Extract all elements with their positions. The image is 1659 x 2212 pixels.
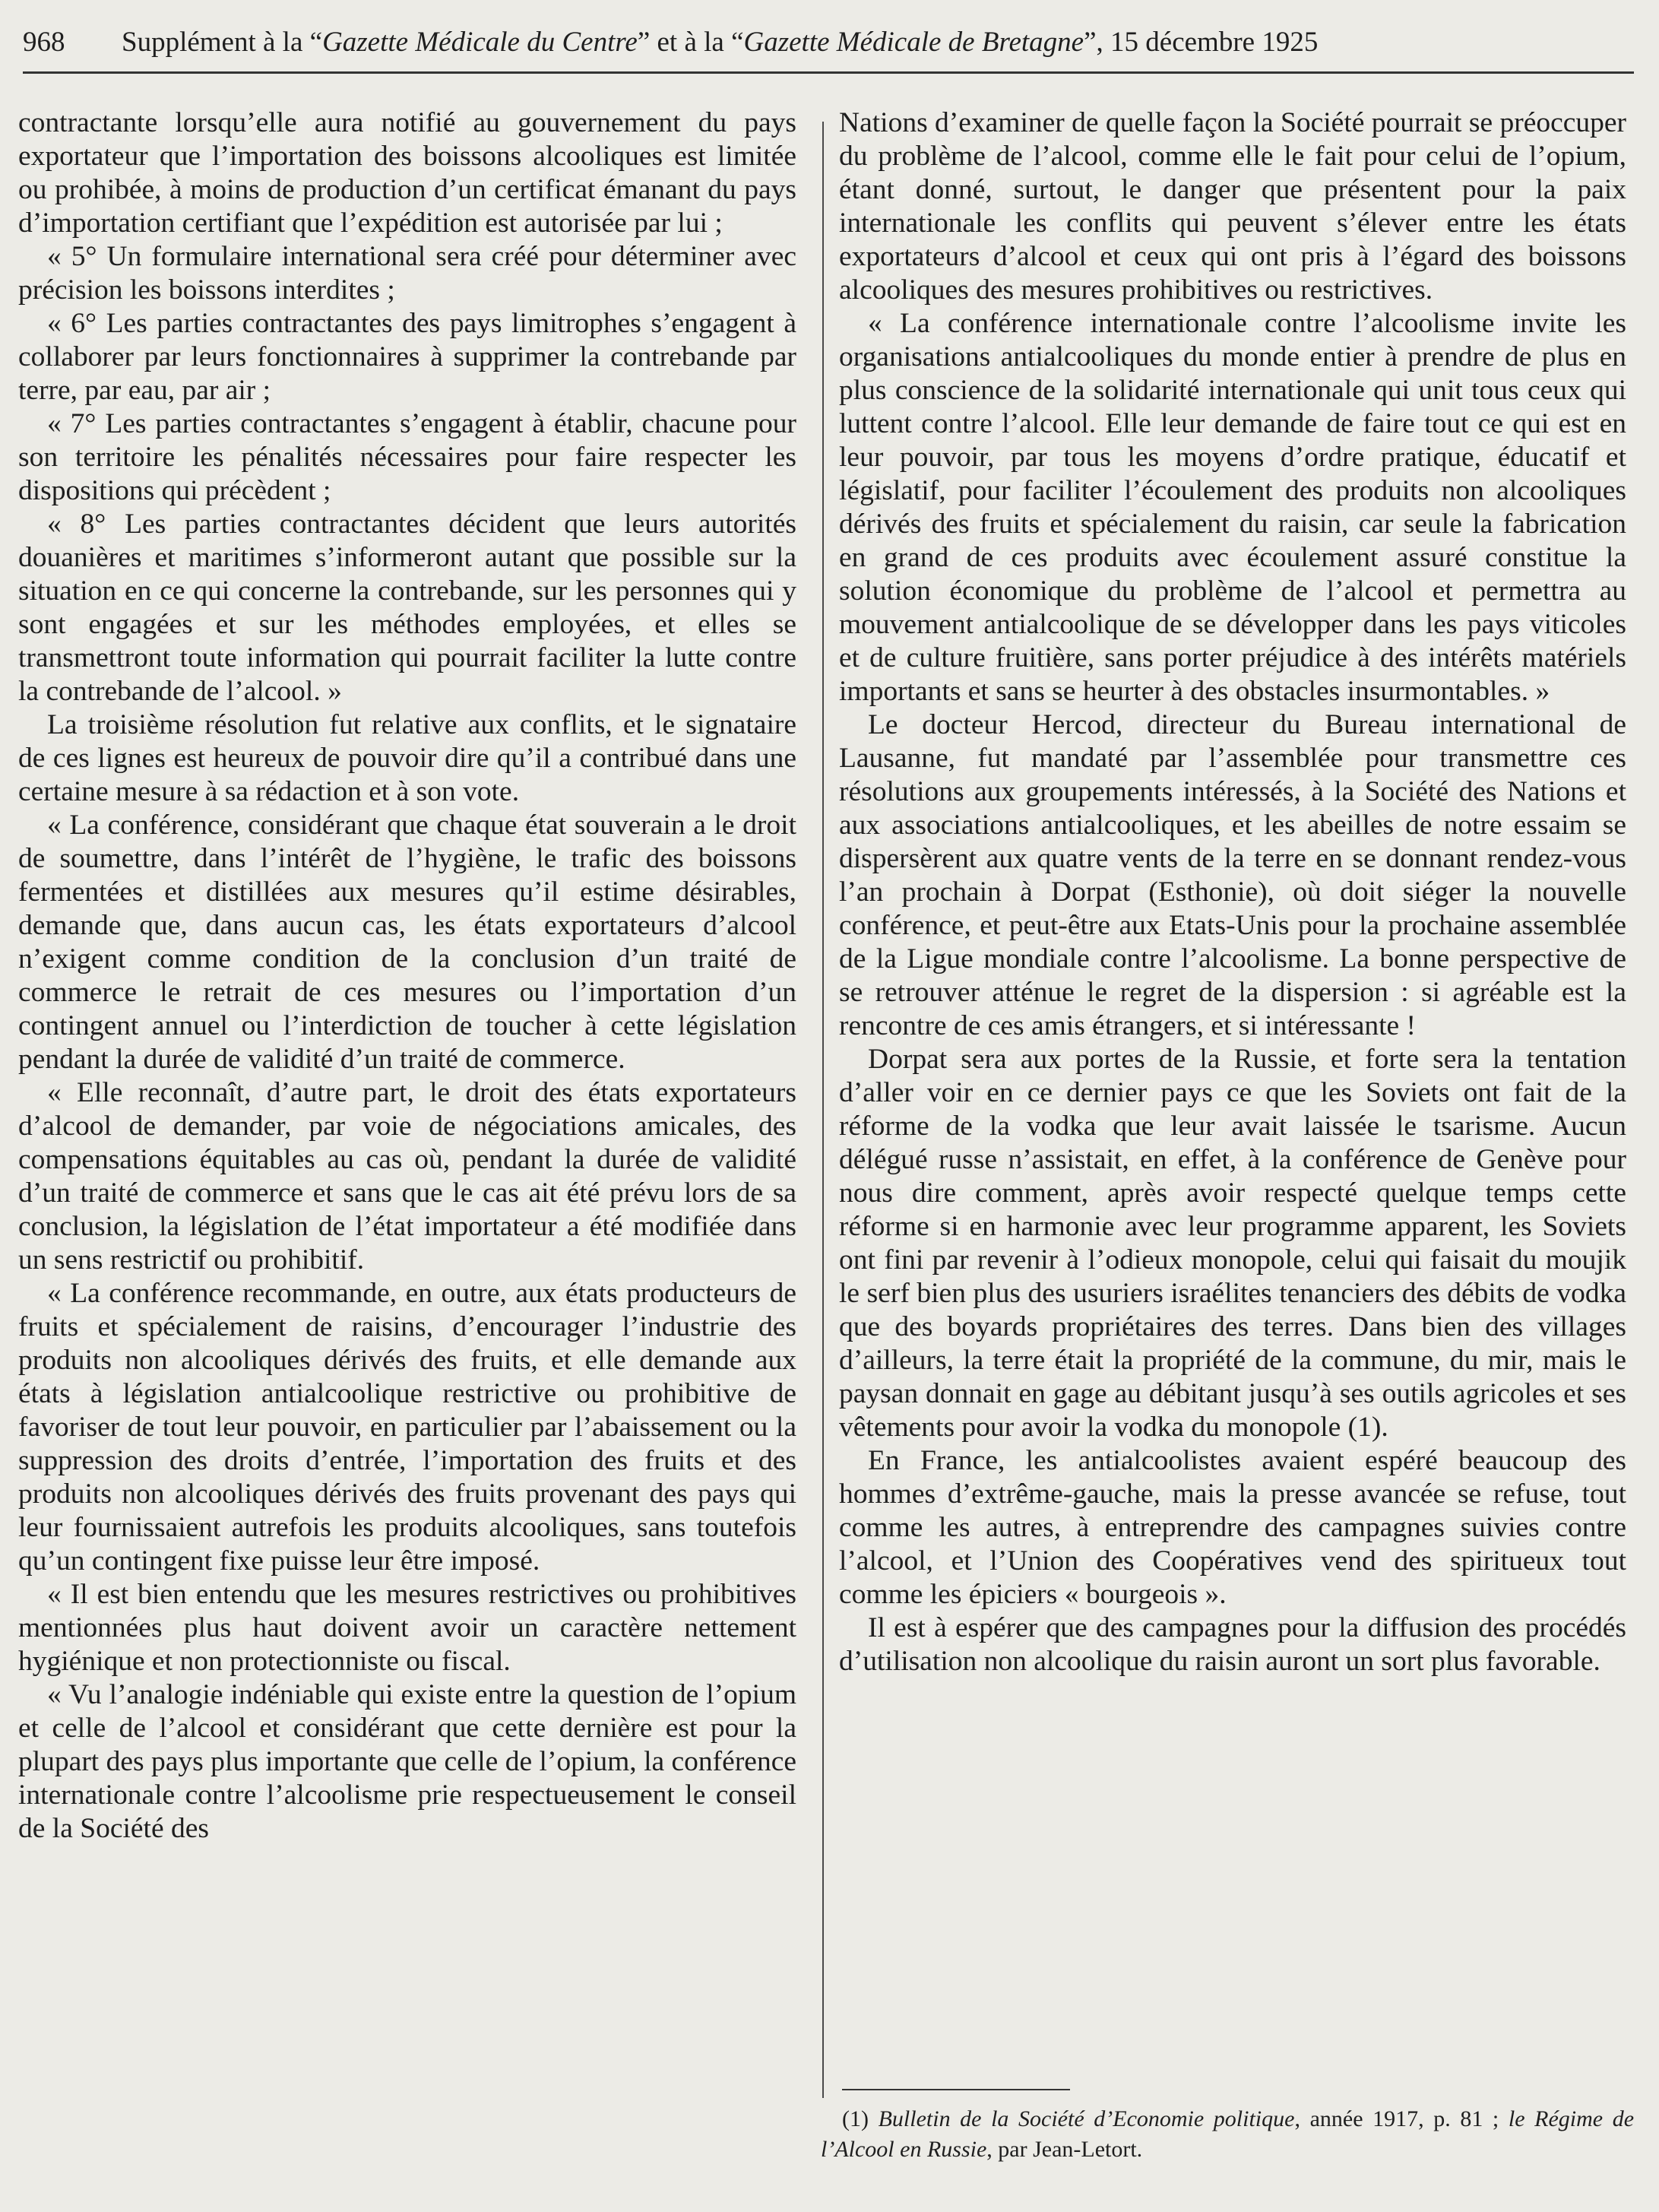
paragraph: « Vu l’analogie indéniable qui existe entre la question de l’opium et celle de l’alcool et considérant que cette dernière est pour la plupart des pays plus importante que celle de l’opium, la conférence internationale contre l’alcoolisme prie respectueusement le conseil de la Société des — [18, 1679, 796, 1844]
header-date: ”, 15 décembre 1925 — [1084, 27, 1319, 58]
running-header — [23, 20, 1634, 65]
footnote-year-page: , année 1917, p. 81 ; — [1294, 2106, 1499, 2131]
header-prefix: Supplément à la “ — [122, 27, 323, 58]
paragraph: « La conférence internationale contre l’alcoolisme invite les organisations antialcooliques du monde entier à prendre de plus en plus conscience de la solidarité internationale qui unit tous ceux qui luttent contre l’alcool. Elle leur demande de faire tout ce qui est en leur pouvoir, par tous les moyens d’ordre pratique, éducatif et législatif, pour faciliter l’écoulement des produits non alcooliques dérivés des fruits et spécialement du raisin, car seule la fabrication en grand de ces produits avec écoulement assuré constitue la solution économique du problème de l’alcool et permettra au mouvement antialcoolique de se développer dans les pays viticoles et de culture fruitière, sans porter préjudice à des intérêts matériels importants et sans se heurter à des obstacles insurmontables. » — [839, 308, 1626, 707]
page-number: 968 — [23, 27, 65, 58]
right-column — [839, 106, 1626, 1678]
header-title — [122, 26, 1318, 59]
paragraph: « La conférence, considérant que chaque état souverain a le droit de soumettre, dans l’intérêt de l’hygiène, le trafic des boissons fermentées et distillées aux mesures qu’il estime désirables, demande que, dans aucun cas, les états exportateurs d’alcool n’exigent comme condition de la conclusion d’un traité de commerce le retrait de ces mesures ou l’importation d’un contingent annuel ou l’interdiction de toucher à cette législation pendant la durée de validité d’un traité de commerce. — [18, 810, 796, 1075]
footnote-marker: (1) — [842, 2106, 869, 2131]
journal-name-bretagne: Gazette Médicale de Bretagne — [743, 27, 1084, 58]
paragraph: « 5° Un formulaire international sera créé pour déterminer avec précision les boissons interdites ; — [18, 241, 796, 306]
paragraph: « 8° Les parties contractantes décident que leurs autorités douanières et maritimes s’informeront autant que possible sur la situation en ce qui concerne la contrebande, sur les personnes qui y sont engagées et sur les méthodes employées, et elles se transmettront toute information qui pourrait faciliter la lutte contre la contrebande de l’alcool. » — [18, 509, 796, 707]
paragraph: La troisième résolution fut relative aux conflits, et le signataire de ces lignes est heureux de pouvoir dire qu’il a contribué dans une certaine mesure à sa rédaction et à son vote. — [18, 709, 796, 807]
left-column — [18, 106, 796, 1846]
paragraph: « Elle reconnaît, d’autre part, le droit des états exportateurs d’alcool de demander, par voie de négociations amicales, des compensations équitables au cas où, pendant la durée de validité d’un traité de commerce et sans que le cas ait été prévu lors de sa conclusion, la législation de l’état importateur a été modifiée dans un sens restrictif ou prohibitif. — [18, 1077, 796, 1276]
header-rule — [23, 71, 1634, 74]
paragraph: Il est à espérer que des campagnes pour la diffusion des procédés d’utilisation non alcoolique du raisin auront un sort plus favorable. — [839, 1612, 1626, 1677]
footnote — [821, 2104, 1634, 2165]
paragraph: En France, les antialcoolistes avaient espéré beaucoup des hommes d’extrême-gauche, mais la presse avancée se refuse, tout comme les autres, à entreprendre des campagnes suivies contre l’alcool, et l’Union des Coopératives vend des spiritueux tout comme les épiciers « bourgeois ». — [839, 1445, 1626, 1610]
paragraph: Le docteur Hercod, directeur du Bureau international de Lausanne, fut mandaté par l’assemblée pour transmettre ces résolutions aux groupements intéressés, à la Société des Nations et aux associations antialcooliques, et les abeilles de notre essaim se dispersèrent aux quatre vents de la terre en se donnant rendez-vous l’an prochain à Dorpat (Esthonie), où doit siéger la nouvelle conférence, et peut-être aux Etats-Unis pour la prochaine assemblée de la Ligue mondiale contre l’alcoolisme. La bonne perspective de se retrouver atténue le regret de la dispersion : si agréable est la rencontre de ces amis étrangers, et si intéressante ! — [839, 709, 1626, 1041]
paragraph: « 6° Les parties contractantes des pays limitrophes s’engagent à collaborer par leurs fonctionnaires à supprimer la contrebande par terre, par eau, par air ; — [18, 308, 796, 406]
footnote-article-title: le Régime de l’Alcool en Russie — [821, 2106, 1635, 2162]
paragraph: Nations d’examiner de quelle façon la Société pourrait se préoccuper du problème de l’alcool, comme elle le fait pour celui de l’opium, étant donné, surtout, le danger que présentent pour la paix internationale les conflits qui peuvent s’élever entre les états exportateurs d’alcool et ceux qui ont pris à l’égard des boissons alcooliques des mesures prohibitives ou restrictives. — [839, 107, 1627, 306]
footnote-author: , par Jean-Letort. — [986, 2137, 1143, 2162]
header-middle: ” et à la “ — [637, 27, 744, 58]
journal-name-centre: Gazette Médicale du Centre — [322, 27, 638, 58]
paragraph: Dorpat sera aux portes de la Russie, et forte sera la tentation d’aller voir en ce dernier pays ce que les Soviets ont fait de la réforme de la vodka que leur avait laissée le tsarisme. Aucun délégué russe n’assistait, en effet, à la conférence de Genève pour nous dire comment, après avoir respecté quelque temps cette réforme si en harmonie avec leur programme apparent, les Soviets ont fini par revenir à l’odieux monopole, celui qui faisait du moujik le serf bien plus des usuriers israélites tenanciers des débits de vodka que des boyards propriétaires des terres. Dans bien des villages d’ailleurs, la terre était la propriété de la commune, du mir, mais le paysan donnait en gage au débitant jusqu’à ses outils agricoles et ses vêtements pour avoir la vodka du monopole (1). — [839, 1044, 1626, 1443]
paragraph: contractante lorsqu’elle aura notifié au gouvernement du pays exportateur que l’importation des boissons alcooliques est limitée ou prohibée, à moins de production d’un certificat émanant du pays d’importation certifiant que l’expédition est autorisée par lui ; — [18, 107, 796, 239]
footnote-source-title: Bulletin de la Société d’Economie politique — [878, 2106, 1295, 2131]
footnote-rule — [842, 2089, 1070, 2090]
column-separator — [822, 122, 824, 2098]
paragraph: « 7° Les parties contractantes s’engagent à établir, chacune pour son territoire les pénalités nécessaires pour faire respecter les dispositions qui précèdent ; — [18, 408, 796, 506]
paragraph: « La conférence recommande, en outre, aux états producteurs de fruits et spécialement de raisins, d’encourager l’industrie des produits non alcooliques dérivés des fruits, et elle demande aux états à législation antialcoolique restrictive ou prohibitive de favoriser de tout leur pouvoir, en particulier par l’abaissement ou la suppression des droits d’entrée, l’importation des fruits et des produits non alcooliques dérivés des fruits provenant des pays qui leur fournissaient autrefois les produits alcooliques, sans toutefois qu’un contingent fixe puisse leur être imposé. — [18, 1278, 796, 1577]
paragraph: « Il est bien entendu que les mesures restrictives ou prohibitives mentionnées plus haut doivent avoir un caractère nettement hygiénique et non protectionniste ou fiscal. — [18, 1579, 796, 1677]
